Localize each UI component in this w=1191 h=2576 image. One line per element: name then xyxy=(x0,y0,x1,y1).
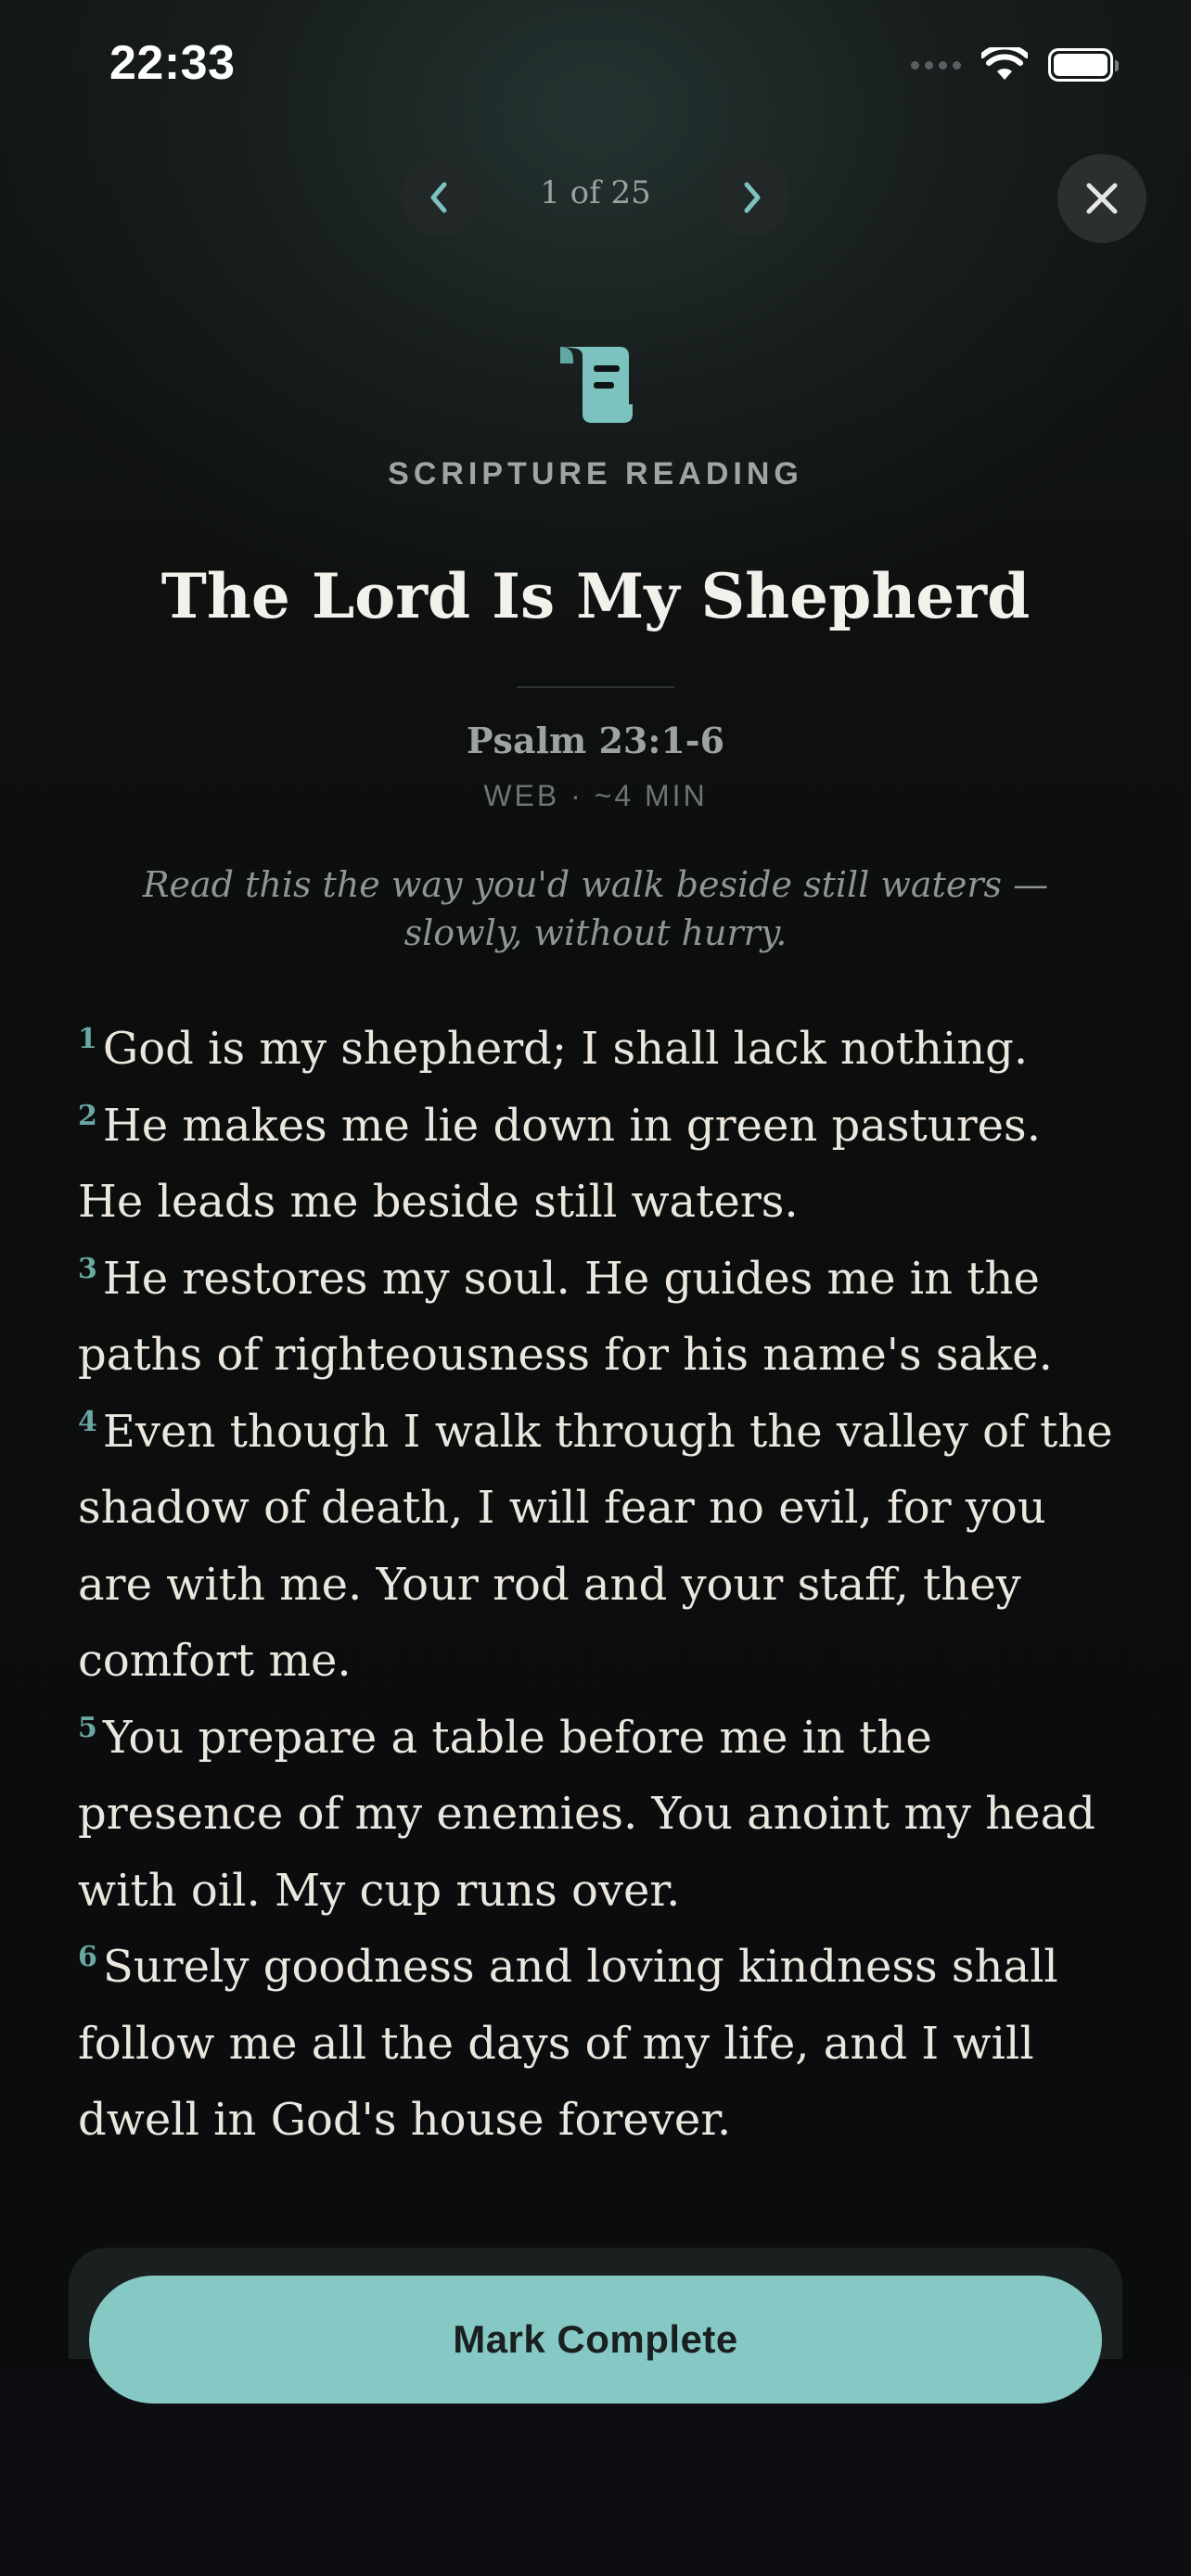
verse-number: 6 xyxy=(78,1941,97,1973)
status-time: 22:33 xyxy=(109,36,236,90)
verse-text: He makes me lie down in green pastures. He leads me beside still waters. xyxy=(78,1099,1041,1228)
verse-6 xyxy=(78,1929,1113,2159)
verse-4 xyxy=(78,1394,1113,1700)
pager-label: 1 of 25 xyxy=(540,174,651,211)
scripture-reference: Psalm 23:1-6 xyxy=(466,720,725,761)
verse-text: God is my shepherd; I shall lack nothing. xyxy=(102,1023,1029,1075)
verse-1 xyxy=(78,1011,1113,1088)
scripture-passage xyxy=(78,1011,1113,2159)
next-button[interactable] xyxy=(712,159,790,236)
signal-icon xyxy=(911,61,961,70)
verse-5 xyxy=(78,1700,1113,1930)
reading-intro: Read this the way you'd walk beside still waters — slowly, without hurry. xyxy=(142,864,1049,953)
category-label: SCRIPTURE READING xyxy=(388,456,803,491)
verse-number: 2 xyxy=(78,1099,97,1132)
page-title: The Lord Is My Shepherd xyxy=(160,560,1031,632)
verse-text: Surely goodness and loving kindness shall follow me all the days of my life, and I will dwell in God's house forever. xyxy=(78,1941,1058,2146)
reading-meta: WEB · ~4 MIN xyxy=(483,779,708,812)
verse-number: 5 xyxy=(78,1711,97,1744)
chevron-right-icon xyxy=(737,179,765,216)
battery-icon xyxy=(1048,48,1113,82)
scroll-icon xyxy=(545,334,646,434)
verse-number: 3 xyxy=(78,1252,97,1285)
verse-3 xyxy=(78,1241,1113,1394)
close-button[interactable] xyxy=(1057,154,1146,243)
verse-text: He restores my soul. He guides me in the paths of righteousness for his name's sake. xyxy=(78,1252,1053,1381)
chevron-left-icon xyxy=(426,179,454,216)
wifi-icon xyxy=(981,47,1028,83)
status-indicators xyxy=(911,43,1113,87)
mark-complete-button[interactable]: Mark Complete xyxy=(89,2276,1102,2404)
verse-text: Even though I walk through the valley of the shadow of death, I will fear no evil, for you are with me. Your rod and your staff, they comfort me. xyxy=(78,1405,1113,1687)
previous-button[interactable] xyxy=(401,159,479,236)
close-icon xyxy=(1083,180,1121,217)
verse-number: 1 xyxy=(78,1023,97,1055)
verse-text: You prepare a table before me in the presence of my enemies. You anoint my head with oil. My cup runs over. xyxy=(78,1711,1095,1917)
title-divider xyxy=(517,686,674,688)
verse-number: 4 xyxy=(78,1405,97,1438)
bottom-area xyxy=(0,2374,1191,2576)
verse-2 xyxy=(78,1088,1113,1241)
